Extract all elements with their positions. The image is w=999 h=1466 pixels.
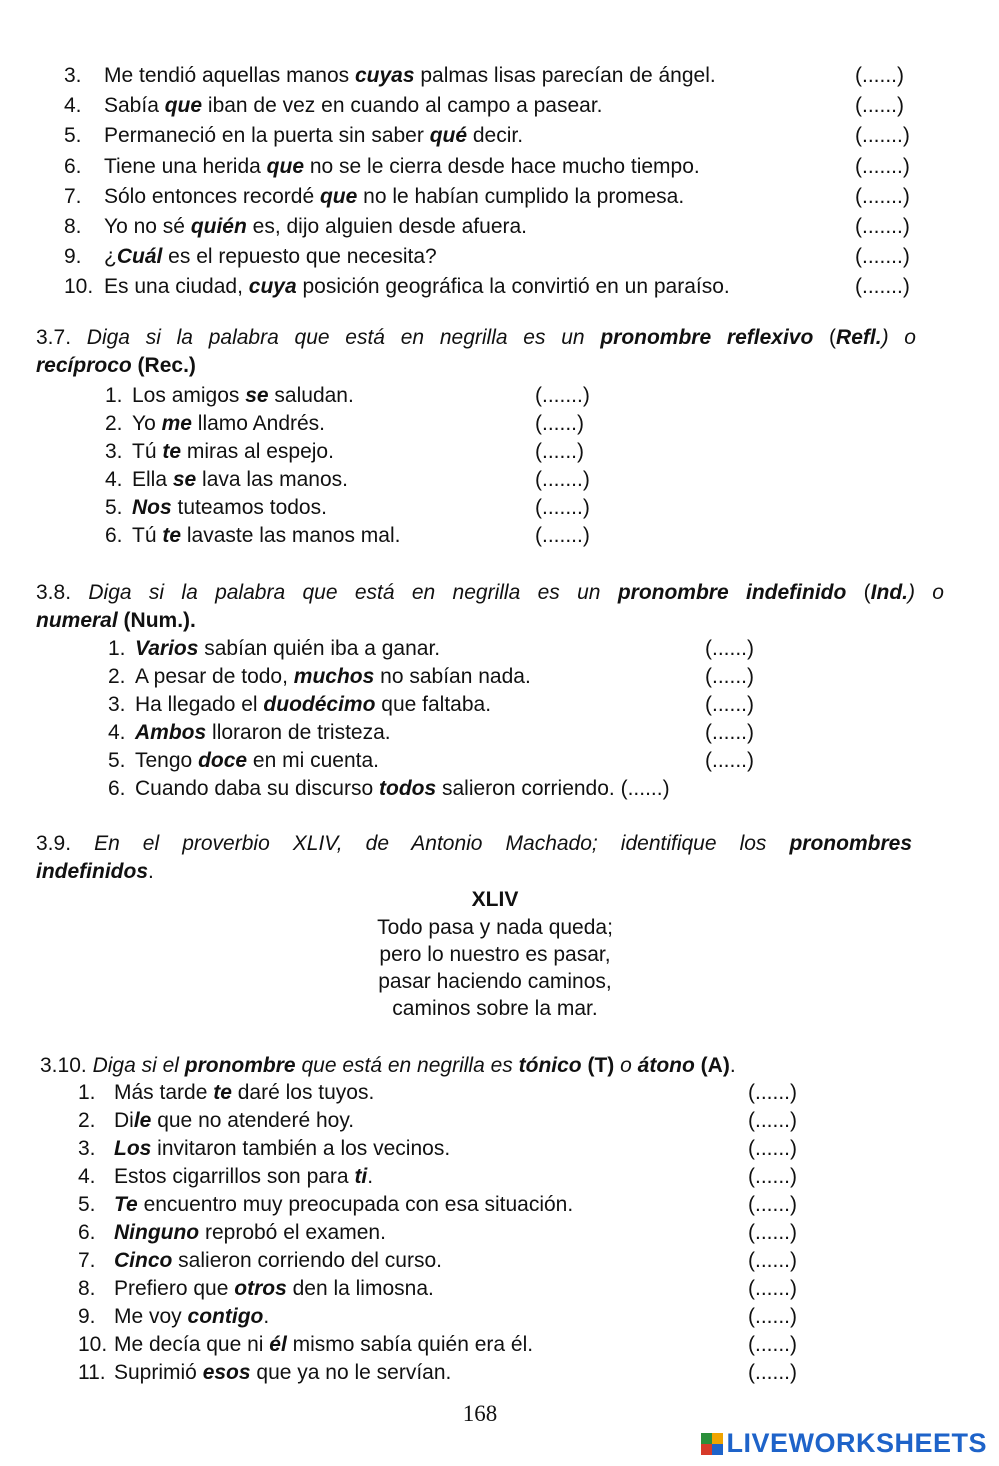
poem-line: caminos sobre la mar. bbox=[392, 997, 598, 1020]
item-text: Sólo entonces recordé bbox=[104, 184, 320, 208]
item-text: Permaneció en la puerta sin saber bbox=[104, 124, 430, 148]
item-text: no le habían cumplido la promesa. bbox=[357, 184, 685, 208]
item-text: Tiene una herida bbox=[104, 154, 267, 178]
answer-blank[interactable]: (......) bbox=[705, 693, 754, 716]
item-text: daré los tuyos. bbox=[231, 1081, 375, 1104]
item-highlighted-word: cuyas bbox=[355, 64, 415, 87]
item-text: no sabían nada. bbox=[374, 665, 531, 688]
instruction-3-7: 3.7. Diga si la palabra que está en negrilla es un pronombre reflexivo (Refl.) o bbox=[36, 326, 916, 349]
item-highlighted-word: te bbox=[162, 524, 182, 547]
item-number: 5. bbox=[105, 496, 123, 519]
item-text: Yo no sé bbox=[104, 215, 191, 238]
instruction-3-10: 3.10. Diga si el pronombre que está en negrilla es tónico (T) o átono (A). bbox=[40, 1054, 736, 1077]
exercise-item bbox=[78, 1220, 386, 1246]
exercise-item bbox=[64, 154, 700, 180]
item-number: 3. bbox=[105, 440, 123, 463]
item-text: tuteamos todos. bbox=[171, 496, 327, 519]
item-text: saludan. bbox=[268, 384, 354, 407]
page-number: 168 bbox=[462, 1401, 498, 1426]
poem-line: pero lo nuestro es pasar, bbox=[379, 943, 611, 966]
item-text: miras al espejo. bbox=[181, 440, 334, 463]
item-highlighted-word: Nos bbox=[132, 496, 172, 519]
exercise-item bbox=[108, 748, 379, 774]
answer-blank[interactable]: (......) bbox=[855, 94, 904, 118]
item-text: Tengo bbox=[135, 749, 199, 772]
item-text: . bbox=[263, 1305, 270, 1328]
item-text: lavaste las manos mal. bbox=[181, 524, 401, 547]
item-highlighted-word: qué bbox=[429, 124, 468, 148]
item-highlighted-word: cuya bbox=[248, 275, 297, 299]
item-highlighted-word: Los bbox=[114, 1137, 152, 1160]
item-text: sabían quién iba a ganar. bbox=[198, 637, 441, 660]
answer-blank[interactable]: (.......) bbox=[535, 384, 590, 407]
section-number: 3.10. bbox=[40, 1054, 87, 1077]
exercise-item bbox=[105, 495, 327, 521]
item-text: Me tendió aquellas manos bbox=[104, 64, 355, 87]
answer-blank[interactable]: (......) bbox=[748, 1193, 797, 1216]
item-highlighted-word: que bbox=[164, 94, 203, 118]
instruction-3-8-cont: numeral (Num.). bbox=[36, 609, 196, 632]
item-number: 2. bbox=[78, 1109, 96, 1132]
item-text: salieron corriendo. (......) bbox=[436, 777, 670, 800]
item-highlighted-word: le bbox=[133, 1109, 152, 1132]
answer-blank[interactable]: (......) bbox=[748, 1277, 797, 1300]
instruction-3-8: 3.8. Diga si la palabra que está en negrilla es un pronombre indefinido (Ind.) o bbox=[36, 581, 944, 604]
exercise-item bbox=[78, 1332, 533, 1358]
answer-blank[interactable]: (......) bbox=[748, 1137, 797, 1160]
item-highlighted-word: doce bbox=[198, 749, 248, 772]
exercise-item bbox=[64, 244, 437, 270]
exercise-item bbox=[78, 1360, 451, 1386]
exercise-item bbox=[108, 692, 491, 718]
exercise-item bbox=[64, 274, 730, 300]
section-number: 3.9. bbox=[36, 832, 72, 855]
item-text: que faltaba. bbox=[375, 693, 492, 716]
item-number: 3. bbox=[64, 64, 82, 87]
item-number: 2. bbox=[108, 665, 126, 688]
exercise-item bbox=[64, 214, 527, 240]
item-highlighted-word: muchos bbox=[293, 665, 375, 688]
exercise-item bbox=[78, 1136, 450, 1162]
instruction-3-9-cont: indefinidos. bbox=[36, 860, 154, 883]
item-text: Me voy bbox=[114, 1305, 188, 1328]
answer-blank[interactable]: (......) bbox=[705, 721, 754, 744]
item-highlighted-word: Cuál bbox=[116, 245, 163, 269]
item-text: Es una ciudad, bbox=[104, 275, 249, 299]
exercise-item bbox=[64, 63, 716, 89]
item-number: 1. bbox=[78, 1081, 96, 1104]
item-highlighted-word: otros bbox=[234, 1277, 287, 1300]
exercise-item bbox=[105, 523, 400, 549]
liveworksheets-mark-icon bbox=[701, 1433, 723, 1455]
item-number: 4. bbox=[108, 721, 126, 744]
item-text: encuentro muy preocupada con esa situación. bbox=[137, 1193, 574, 1216]
answer-blank[interactable]: (......) bbox=[705, 749, 754, 772]
brand-name: LIVEWORKSHEETS bbox=[726, 1428, 987, 1458]
item-number: 9. bbox=[78, 1305, 96, 1328]
answer-blank[interactable]: (.......) bbox=[855, 245, 910, 269]
section-number: 3.8. bbox=[36, 581, 72, 604]
instruction-3-7-cont: recíproco (Rec.) bbox=[36, 354, 196, 377]
item-text: Estos cigarrillos son para bbox=[114, 1165, 355, 1188]
answer-blank[interactable]: (......) bbox=[705, 665, 754, 688]
exercise-item bbox=[108, 664, 531, 690]
section-number: 3.7. bbox=[36, 326, 72, 349]
item-text: iban de vez en cuando al campo a pasear. bbox=[202, 94, 603, 118]
item-number: 2. bbox=[105, 412, 123, 435]
item-text: es, dijo alguien desde afuera. bbox=[246, 215, 528, 238]
answer-blank[interactable]: (.......) bbox=[535, 496, 590, 519]
item-text: ¿ bbox=[104, 245, 117, 269]
item-number: 4. bbox=[64, 94, 82, 118]
exercise-item bbox=[64, 184, 684, 210]
item-highlighted-word: duodécimo bbox=[263, 693, 376, 716]
item-text: Más tarde bbox=[114, 1081, 214, 1104]
item-number: 8. bbox=[64, 215, 82, 238]
answer-blank[interactable]: (.......) bbox=[855, 124, 910, 148]
item-highlighted-word: te bbox=[162, 440, 182, 463]
item-number: 1. bbox=[105, 384, 123, 407]
item-text: Ella bbox=[132, 468, 173, 491]
item-number: 4. bbox=[105, 468, 123, 491]
item-text: Di bbox=[114, 1109, 134, 1132]
item-text: reprobó el examen. bbox=[199, 1221, 386, 1244]
exercise-item bbox=[78, 1080, 374, 1106]
exercise-item bbox=[78, 1192, 573, 1218]
item-text: palmas lisas parecían de ángel. bbox=[414, 64, 716, 87]
item-number: 9. bbox=[64, 245, 82, 269]
item-text: Prefiero que bbox=[114, 1277, 235, 1300]
answer-blank[interactable]: (.......) bbox=[855, 275, 910, 299]
item-number: 3. bbox=[78, 1137, 96, 1160]
item-text: Suprimió bbox=[114, 1361, 203, 1384]
item-highlighted-word: se bbox=[172, 468, 197, 491]
answer-blank[interactable]: (......) bbox=[748, 1109, 797, 1132]
item-highlighted-word: contigo bbox=[187, 1305, 264, 1328]
item-text: Tú bbox=[132, 440, 163, 463]
answer-blank[interactable]: (.......) bbox=[855, 215, 910, 238]
item-number: 6. bbox=[108, 777, 126, 800]
answer-blank[interactable]: (......) bbox=[535, 440, 584, 463]
item-text: Los amigos bbox=[132, 384, 246, 407]
answer-blank[interactable]: (......) bbox=[748, 1305, 797, 1328]
answer-blank[interactable]: (......) bbox=[535, 412, 584, 435]
item-number: 5. bbox=[64, 124, 82, 148]
item-text: lava las manos. bbox=[196, 468, 348, 491]
item-highlighted-word: esos bbox=[202, 1361, 251, 1384]
item-highlighted-word: todos bbox=[379, 777, 437, 800]
item-text: es el repuesto que necesita? bbox=[162, 245, 437, 269]
item-text: llamo Andrés. bbox=[191, 412, 326, 435]
item-text: A pesar de todo, bbox=[135, 665, 294, 688]
item-highlighted-word: Varios bbox=[135, 637, 199, 660]
exercise-item bbox=[64, 93, 603, 119]
item-number: 5. bbox=[78, 1193, 96, 1216]
answer-blank[interactable]: (......) bbox=[748, 1361, 797, 1384]
item-text: que no atenderé hoy. bbox=[151, 1109, 355, 1132]
answer-blank[interactable]: (.......) bbox=[855, 184, 910, 208]
poem-title: XLIV bbox=[471, 888, 519, 911]
item-highlighted-word: Cinco bbox=[114, 1249, 173, 1272]
item-text: Tú bbox=[132, 524, 163, 547]
answer-blank[interactable]: (.......) bbox=[535, 468, 590, 491]
item-highlighted-word: Te bbox=[114, 1193, 138, 1216]
exercise-item bbox=[108, 720, 391, 746]
poem-line: Todo pasa y nada queda; bbox=[377, 916, 613, 939]
exercise-item bbox=[78, 1108, 354, 1134]
item-highlighted-word: me bbox=[161, 412, 192, 435]
item-highlighted-word: que bbox=[266, 154, 305, 178]
exercise-item bbox=[78, 1304, 269, 1330]
item-highlighted-word: te bbox=[213, 1081, 232, 1104]
item-highlighted-word: que bbox=[319, 184, 358, 208]
item-text: Ha llegado el bbox=[135, 693, 264, 716]
item-number: 7. bbox=[78, 1249, 96, 1272]
exercise-item bbox=[105, 383, 354, 409]
exercise-item bbox=[64, 123, 523, 149]
item-text: Sabía bbox=[104, 94, 165, 118]
item-number: 3. bbox=[108, 693, 126, 716]
item-text: mismo sabía quién era él. bbox=[286, 1333, 534, 1356]
item-number: 10. bbox=[64, 275, 94, 299]
item-highlighted-word: Ninguno bbox=[114, 1221, 200, 1244]
item-number: 1. bbox=[108, 637, 126, 660]
answer-blank[interactable]: (.......) bbox=[535, 524, 590, 547]
item-highlighted-word: Ambos bbox=[135, 721, 207, 744]
item-text: den la limosna. bbox=[286, 1277, 434, 1300]
item-highlighted-word: él bbox=[269, 1333, 287, 1356]
answer-blank[interactable]: (......) bbox=[748, 1249, 797, 1272]
item-highlighted-word: quién bbox=[190, 215, 247, 238]
item-number: 8. bbox=[78, 1277, 96, 1300]
instruction-3-9: 3.9. En el proverbio XLIV, de Antonio Machado; identifique los pronombres bbox=[36, 832, 912, 855]
item-text: decir. bbox=[467, 124, 524, 148]
exercise-item bbox=[78, 1164, 373, 1190]
answer-blank[interactable]: (......) bbox=[748, 1081, 797, 1104]
item-text: salieron corriendo del curso. bbox=[172, 1249, 442, 1272]
exercise-item bbox=[105, 467, 348, 493]
exercise-item bbox=[78, 1248, 442, 1274]
item-number: 4. bbox=[78, 1165, 96, 1188]
exercise-item bbox=[108, 776, 670, 802]
poem-line: pasar haciendo caminos, bbox=[378, 970, 612, 993]
item-highlighted-word: ti bbox=[354, 1165, 368, 1188]
item-number: 6. bbox=[78, 1221, 96, 1244]
item-text: Me decía que ni bbox=[114, 1333, 270, 1356]
item-text: lloraron de tristeza. bbox=[206, 721, 391, 744]
liveworksheets-logo bbox=[701, 1428, 987, 1459]
answer-blank[interactable]: (......) bbox=[748, 1221, 797, 1244]
exercise-item bbox=[108, 636, 440, 662]
item-number: 7. bbox=[64, 184, 82, 208]
item-number: 11. bbox=[78, 1361, 106, 1384]
answer-blank[interactable]: (......) bbox=[748, 1333, 797, 1356]
item-text: . bbox=[367, 1165, 374, 1188]
exercise-item bbox=[78, 1276, 434, 1302]
answer-blank[interactable]: (......) bbox=[748, 1165, 797, 1188]
item-number: 10. bbox=[78, 1333, 108, 1356]
item-text: no se le cierra desde hace mucho tiempo. bbox=[304, 154, 700, 178]
item-highlighted-word: se bbox=[245, 384, 269, 407]
answer-blank[interactable]: (......) bbox=[705, 637, 754, 660]
answer-blank[interactable]: (.......) bbox=[855, 154, 910, 178]
item-text: que ya no le servían. bbox=[250, 1361, 452, 1384]
item-text: en mi cuenta. bbox=[247, 749, 379, 772]
exercise-item bbox=[105, 439, 334, 465]
item-number: 6. bbox=[64, 154, 82, 178]
exercise-item bbox=[105, 411, 325, 437]
item-number: 6. bbox=[105, 524, 123, 547]
item-text: Cuando daba su discurso bbox=[135, 777, 379, 800]
item-text: posición geográfica la convirtió en un paraíso. bbox=[296, 275, 730, 299]
item-number: 5. bbox=[108, 749, 126, 772]
item-text: Yo bbox=[132, 412, 162, 435]
answer-blank[interactable]: (......) bbox=[855, 64, 904, 87]
item-text: invitaron también a los vecinos. bbox=[151, 1137, 451, 1160]
